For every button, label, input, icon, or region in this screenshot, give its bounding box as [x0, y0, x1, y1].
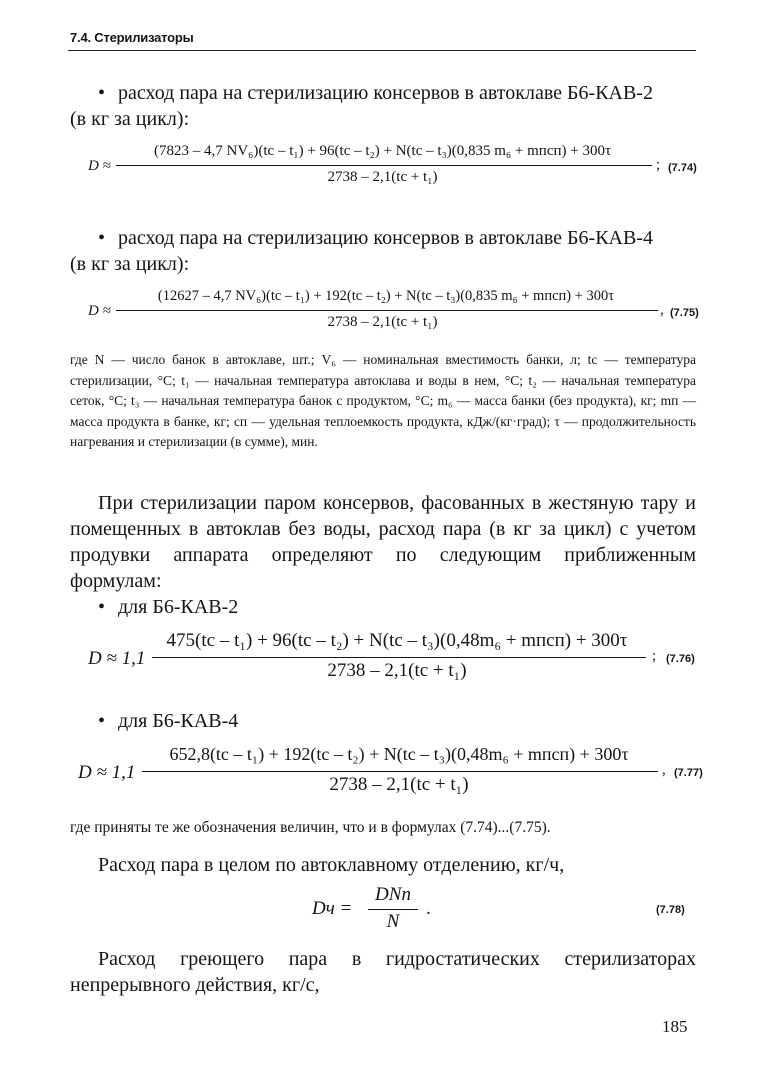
equation-number: (7.74)	[668, 162, 697, 174]
formula-7-76	[70, 630, 700, 690]
formula-lhs: Dч =	[312, 898, 353, 919]
body-paragraph-steam-sterilization: При стерилизации паром консервов, фасованных в жестяную тару и помещенных в автоклав без воды, расход пара (в кг за цикл) с учетом продувки аппарата определяют по следующим приближенным формулам:	[70, 492, 696, 592]
formula-punct: ;	[656, 157, 661, 173]
bullet-line-1: расход пара на стерилизацию консервов в автоклаве Б6-КАВ-4	[118, 227, 653, 249]
equation-number: (7.77)	[674, 767, 703, 779]
bullet-item-kav4	[98, 225, 698, 251]
variable-definitions: где N — число банок в автоклаве, шт.; V₆ — номинальная вместимость банки, л; tc — температура стерилизации, °С; t₁ — начальная температура автоклава и воды в нем, °С; t₂ — начальная температура сеток, °С; t₃ — начальная температура банок с продуктом, °С; m₆ — масса банки (без продукта), кг; mп — масса продукта в банке, кг; cп — удельная теплоемкость продукта, кДж/(кг·град); τ — продолжительность нагревания и стерилизации (в сумме), мин.	[70, 352, 696, 449]
bullet-line-1: расход пара на стерилизацию консервов в автоклаве Б6-КАВ-2	[118, 82, 653, 104]
formula-lhs: D ≈	[88, 303, 111, 319]
formula-7-78	[300, 884, 700, 938]
fraction-bar	[116, 165, 652, 166]
fraction-bar	[142, 771, 658, 772]
formula-denominator: 2738 – 2,1(tc + t₁)	[327, 660, 467, 681]
equation-number: (7.78)	[656, 904, 685, 916]
equation-number: (7.75)	[670, 307, 699, 319]
bullet-label: для Б6-КАВ-4	[118, 710, 239, 732]
header-rule	[68, 50, 696, 51]
formula-punct: ,	[660, 302, 664, 318]
formula-lhs: D ≈	[88, 158, 111, 174]
formula-7-75	[70, 288, 700, 338]
formula-lhs: D ≈ 1,1	[88, 648, 146, 669]
formula-7-74	[70, 143, 700, 193]
formula-lhs: D ≈ 1,1	[78, 762, 136, 783]
formula-punct: ,	[662, 762, 666, 778]
formula-punct: .	[426, 898, 431, 919]
bullet-marker: •	[98, 82, 106, 104]
formula-punct: ;	[652, 648, 657, 664]
equation-number: (7.76)	[666, 653, 695, 665]
body-paragraph-hydrostatic: Расход греющего пара в гидростатических стерилизаторах непрерывного действия, кг/с,	[70, 948, 696, 996]
bullet-item-kav2	[98, 80, 698, 106]
bullet-marker: •	[98, 710, 106, 732]
formula-denominator: 2738 – 2,1(tc + t₁)	[329, 774, 469, 795]
bullet-marker: •	[98, 596, 106, 618]
bullet-line-2: (в кг за цикл):	[70, 253, 190, 275]
fraction-bar	[368, 909, 418, 910]
formula-denominator: 2738 – 2,1(tc + t₁)	[327, 314, 438, 330]
running-header: 7.4. Стерилизаторы	[70, 30, 194, 45]
bullet-line-2: (в кг за цикл):	[70, 108, 190, 130]
formula-denominator: N	[386, 911, 400, 932]
formula-numerator: (7823 – 4,7 NV₆)(tc – t₁) + 96(tc – t₂) + N(tc – t₃)(0,835 m₆ + mпcп) + 300τ	[154, 143, 611, 159]
fraction-bar	[152, 657, 646, 658]
formula-numerator: 652,8(tc – t₁) + 192(tc – t₂) + N(tc – t₃)(0,48m₆ + mпcп) + 300τ	[169, 744, 629, 764]
fraction-bar	[116, 310, 658, 311]
formula-numerator: DNп	[375, 884, 411, 905]
body-paragraph-department: Расход пара в целом по автоклавному отделению, кг/ч,	[98, 854, 565, 876]
formula-7-77	[70, 744, 703, 804]
body-paragraph-notation: где приняты те же обозначения величин, что и в формулах (7.74)...(7.75).	[70, 819, 551, 836]
bullet-item-kav4-short	[98, 708, 698, 734]
formula-numerator: (12627 – 4,7 NV₆)(tc – t₁) + 192(tc – t₂) + N(tc – t₃)(0,835 m₆ + mпcп) + 300τ	[157, 288, 615, 304]
page-number: 185	[662, 1017, 688, 1036]
bullet-marker: •	[98, 227, 106, 249]
bullet-item-kav2-short	[98, 594, 698, 620]
bullet-label: для Б6-КАВ-2	[118, 596, 239, 618]
formula-denominator: 2738 – 2,1(tc + t₁)	[327, 169, 438, 185]
formula-numerator: 475(tc – t₁) + 96(tc – t₂) + N(tc – t₃)(0,48m₆ + mпcп) + 300τ	[166, 630, 628, 651]
